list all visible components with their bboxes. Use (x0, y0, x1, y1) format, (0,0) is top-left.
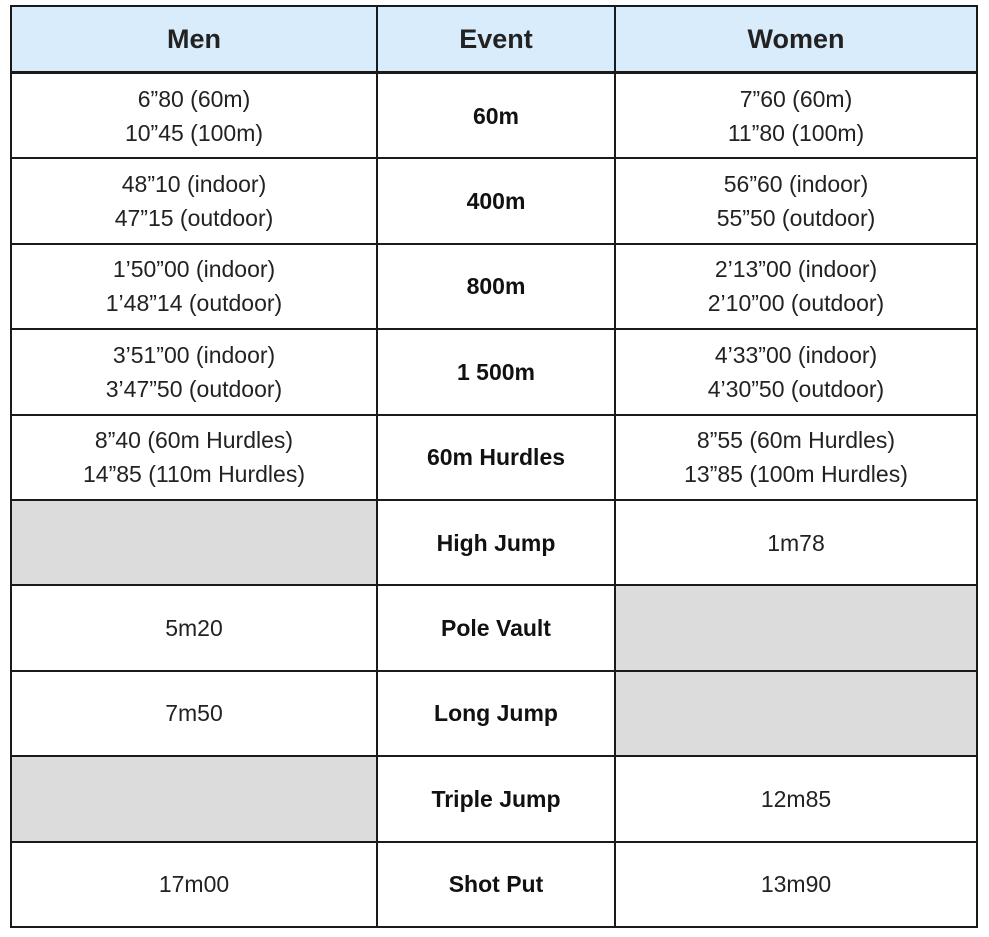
men-result-value: 48”10 (indoor) (121, 171, 267, 198)
event-column-header: Event (377, 6, 615, 73)
women-result-value: 12m85 (760, 785, 832, 812)
men-result-cell (11, 585, 377, 670)
men-result-value: 6”80 (60m) (137, 85, 251, 112)
results-table-container (10, 5, 976, 928)
event-name-cell: 60m (377, 73, 615, 159)
men-result-value: 3’47”50 (outdoor) (105, 375, 283, 402)
table-row (11, 842, 977, 927)
event-name-cell: Long Jump (377, 671, 615, 756)
event-name-cell: 1 500m (377, 329, 615, 414)
men-result-value: 14”85 (110m Hurdles) (82, 461, 305, 488)
women-result-cell (615, 158, 977, 243)
men-result-cell (11, 842, 377, 927)
men-result-cell (11, 329, 377, 414)
table-body (11, 73, 977, 928)
men-empty-cell (11, 756, 377, 841)
women-result-value: 11”80 (100m) (727, 119, 865, 146)
women-result-value: 1m78 (767, 529, 825, 556)
table-row (11, 329, 977, 414)
women-result-value: 2’10”00 (outdoor) (707, 290, 885, 317)
women-result-cell (615, 244, 977, 329)
men-result-value: 10”45 (100m) (124, 119, 264, 146)
women-result-value: 13m90 (760, 871, 832, 898)
men-result-value: 1’50”00 (indoor) (112, 256, 276, 283)
men-empty-cell (11, 500, 377, 585)
men-result-value: 8”40 (60m Hurdles) (94, 427, 294, 454)
men-result-cell (11, 158, 377, 243)
women-result-cell (615, 415, 977, 500)
table-row (11, 500, 977, 585)
event-name-cell: Triple Jump (377, 756, 615, 841)
men-result-cell (11, 73, 377, 159)
women-result-value: 13”85 (100m Hurdles) (684, 461, 908, 488)
qualifying-standards-table (10, 5, 978, 928)
women-empty-cell (615, 671, 977, 756)
table-row (11, 756, 977, 841)
header-row (11, 6, 977, 73)
table-row (11, 158, 977, 243)
event-name-cell: 400m (377, 158, 615, 243)
men-result-value: 7m50 (165, 700, 223, 727)
women-result-cell (615, 329, 977, 414)
women-column-header: Women (615, 6, 977, 73)
women-result-value: 2’13”00 (indoor) (714, 256, 878, 283)
men-result-cell (11, 671, 377, 756)
women-result-cell (615, 756, 977, 841)
women-result-cell (615, 842, 977, 927)
men-result-value: 1’48”14 (outdoor) (105, 290, 283, 317)
women-result-value: 55”50 (outdoor) (716, 205, 876, 232)
women-result-cell (615, 500, 977, 585)
event-name-cell: Shot Put (377, 842, 615, 927)
women-result-value: 7”60 (60m) (739, 85, 853, 112)
table-row (11, 244, 977, 329)
event-name-cell: High Jump (377, 500, 615, 585)
women-empty-cell (615, 585, 977, 670)
women-result-value: 4’30”50 (outdoor) (707, 375, 885, 402)
table-row (11, 671, 977, 756)
men-result-cell (11, 415, 377, 500)
event-name-cell: 800m (377, 244, 615, 329)
women-result-value: 8”55 (60m Hurdles) (696, 427, 896, 454)
table-row (11, 73, 977, 159)
women-result-cell (615, 73, 977, 159)
event-name-cell: 60m Hurdles (377, 415, 615, 500)
men-result-value: 17m00 (158, 871, 230, 898)
men-result-value: 47”15 (outdoor) (114, 205, 274, 232)
men-result-cell (11, 244, 377, 329)
men-column-header: Men (11, 6, 377, 73)
men-result-value: 5m20 (165, 615, 223, 642)
men-result-value: 3’51”00 (indoor) (112, 341, 276, 368)
women-result-value: 4’33”00 (indoor) (714, 341, 878, 368)
table-row (11, 415, 977, 500)
event-name-cell: Pole Vault (377, 585, 615, 670)
table-row (11, 585, 977, 670)
women-result-value: 56”60 (indoor) (723, 171, 869, 198)
